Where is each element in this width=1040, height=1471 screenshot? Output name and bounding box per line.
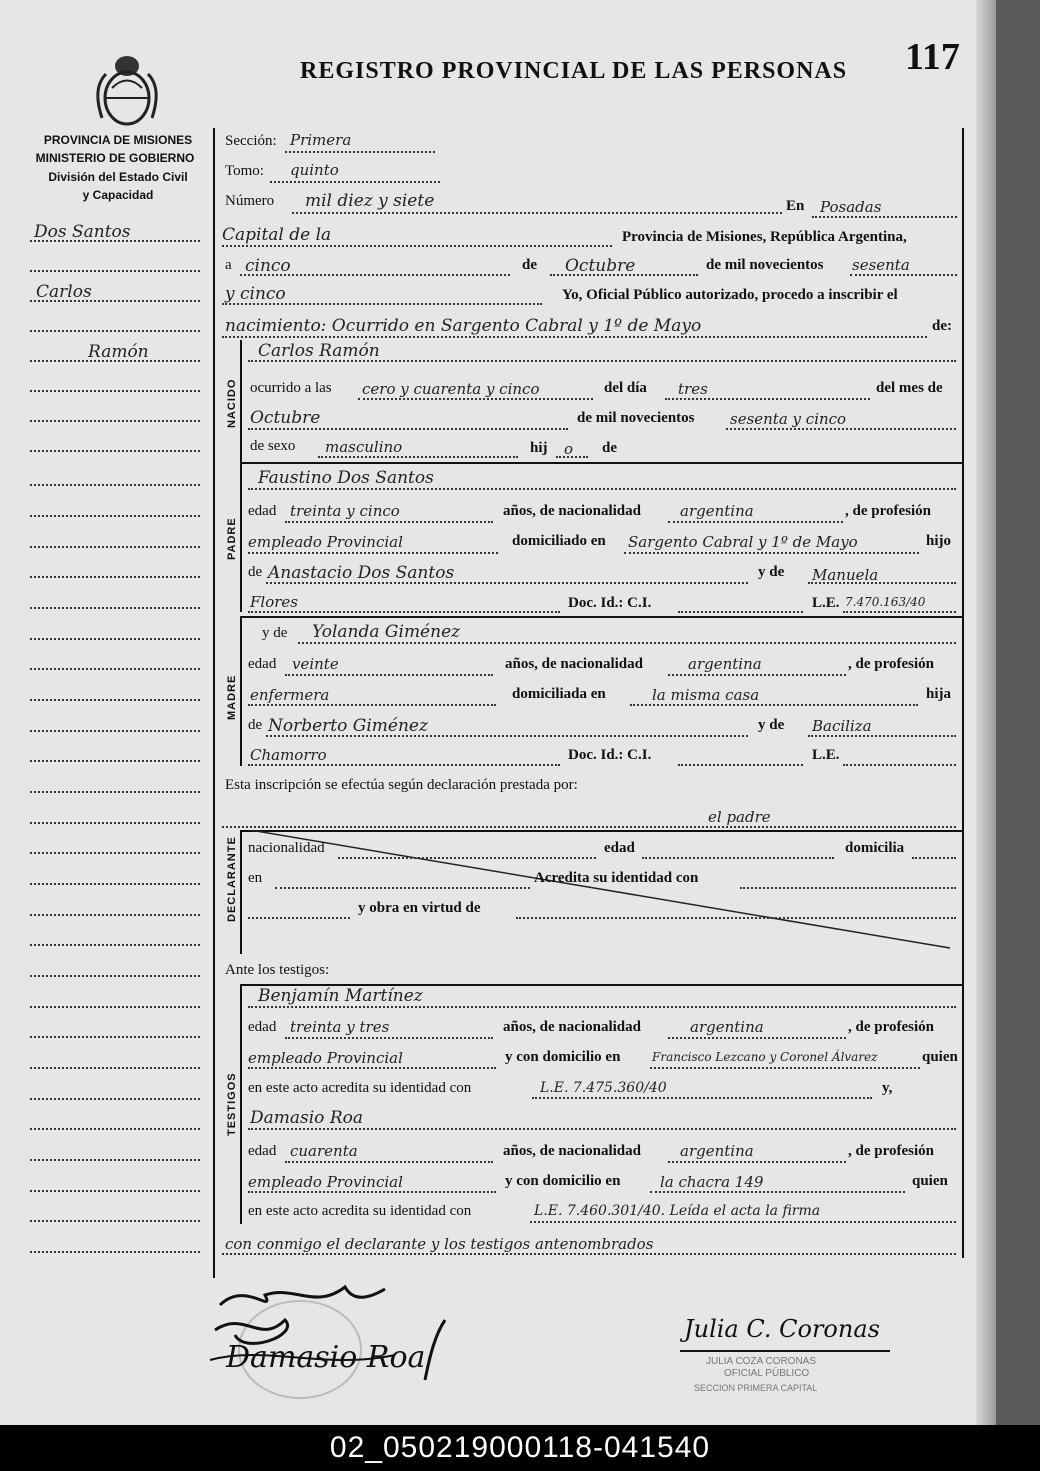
- dia-acta-value: cinco: [245, 256, 291, 276]
- t2-dom-line: [650, 1191, 905, 1193]
- testigos-side-label: TESTIGOS: [226, 1072, 238, 1136]
- cierre-line: [222, 1253, 956, 1255]
- margin-line: [30, 240, 200, 242]
- madre-nac-line: [668, 674, 846, 676]
- testigo2-domicilio-value: la chacra 149: [660, 1173, 764, 1191]
- madre-le-line: [843, 764, 956, 766]
- dia-line: [665, 398, 870, 400]
- anio-value: sesenta y cinco: [730, 410, 847, 428]
- testigo2-profesion-value: empleado Provincial: [248, 1173, 403, 1191]
- obra-line-2: [516, 917, 956, 919]
- en-line: [812, 216, 957, 218]
- margin-line: [30, 300, 200, 302]
- padre-domicilio-value: Sargento Cabral y 1º de Mayo: [628, 533, 858, 551]
- dia-value: tres: [678, 380, 708, 398]
- de-mil2-label: de mil novecientos: [577, 410, 695, 426]
- margin-line: [30, 1220, 200, 1222]
- acto-value: nacimiento: Ocurrido en Sargento Cabral y 1º de Mayo: [225, 316, 702, 336]
- decl-en-line: [275, 887, 530, 889]
- del-dia-label: del día: [604, 380, 647, 396]
- tomo-line: [270, 181, 440, 183]
- abuelo-paterno-line: [266, 582, 748, 584]
- testigo1-edad-value: treinta y tres: [290, 1018, 390, 1036]
- official-signature: Julia C. Coronas: [684, 1315, 880, 1343]
- image-code: 02_050219000118-041540: [0, 1425, 1040, 1471]
- abuela-materna-line: [808, 735, 956, 737]
- capital-line: [222, 245, 612, 247]
- a-label: a: [225, 257, 232, 273]
- abuela-materna-value: Baciliza: [812, 717, 872, 735]
- madre-prof-label: , de profesión: [848, 656, 934, 672]
- madre-ci-line: [678, 764, 803, 766]
- padre-prof-line: [248, 552, 498, 554]
- document-title: REGISTRO PROVINCIAL DE LAS PERSONAS: [300, 58, 848, 84]
- hora-line: [358, 398, 593, 400]
- abuela-paterna-line-2: [248, 611, 560, 613]
- de-mil-label: de mil novecientos: [706, 257, 824, 273]
- margin-line: [30, 515, 200, 517]
- de-label: de: [522, 257, 537, 273]
- margin-line: [30, 1067, 200, 1069]
- t2-domicilio-label: y con domicilio en: [505, 1173, 621, 1189]
- nacionalidad-label: nacionalidad: [248, 840, 325, 856]
- numero-line: [292, 212, 782, 214]
- hija-label: hija: [926, 686, 952, 702]
- margin-line: [30, 1251, 200, 1253]
- t2-edad-line: [285, 1161, 493, 1163]
- padre-edad-line: [285, 521, 493, 523]
- margin-second-name: Ramón: [88, 342, 149, 362]
- hij-label: hij: [530, 440, 548, 456]
- padre-nombre-value: Faustino Dos Santos: [258, 468, 434, 488]
- madre-edad-label: edad: [248, 656, 277, 672]
- margin-line: [30, 270, 200, 272]
- obra-label: y obra en virtud de: [358, 900, 481, 916]
- padre-nombre-line: [248, 488, 956, 490]
- margin-line: [30, 330, 200, 332]
- margin-line: [30, 975, 200, 977]
- margin-line: [30, 1128, 200, 1130]
- padre-doc-label: Doc. Id.: C.I.: [568, 595, 652, 611]
- t2-doc-line: [530, 1221, 956, 1223]
- padre-le-line: [843, 611, 956, 613]
- stamp-role: OFICIAL PÚBLICO: [724, 1368, 810, 1379]
- abuela-paterna-value: Manuela: [812, 566, 879, 584]
- madre-nombre-value: Yolanda Giménez: [312, 622, 461, 642]
- madre-y-de-label-2: y de: [758, 717, 785, 733]
- right-border: [962, 128, 964, 1258]
- margin-surname: Dos Santos: [34, 222, 131, 242]
- t2-nac-label: años, de nacionalidad: [503, 1143, 641, 1159]
- margin-line: [30, 822, 200, 824]
- margin-line: [30, 1006, 200, 1008]
- madre-doc-label: Doc. Id.: C.I.: [568, 747, 652, 763]
- testigo2-edad-value: cuarenta: [290, 1142, 358, 1160]
- testigo2-nacionalidad-value: argentina: [680, 1142, 754, 1160]
- province-heading: PROVINCIA DE MISIONES: [43, 133, 193, 147]
- t1-edad-line: [285, 1037, 493, 1039]
- nacido-divider: [240, 340, 242, 462]
- margin-line: [30, 699, 200, 701]
- anio-acta-line-2: [222, 303, 542, 305]
- testigo1-profesion-value: empleado Provincial: [248, 1049, 403, 1067]
- anio-acta-line: [850, 274, 957, 276]
- tomo-label: Tomo:: [225, 163, 264, 179]
- division-heading-2: y Capacidad: [82, 188, 154, 202]
- padre-edad-label: edad: [248, 503, 277, 519]
- margin-line: [30, 944, 200, 946]
- margin-line: [30, 760, 200, 762]
- book-edge: [996, 0, 1040, 1425]
- provincia-label: Provincia de Misiones, República Argentina,: [622, 229, 907, 245]
- anio-line: [726, 428, 956, 430]
- padre-edad-value: treinta y cinco: [290, 502, 400, 520]
- testigo1-nacionalidad-value: argentina: [690, 1018, 764, 1036]
- padre-label: PADRE: [226, 517, 238, 560]
- padre-le-label: L.E.: [812, 595, 840, 611]
- t1-nac-label: años, de nacionalidad: [503, 1019, 641, 1035]
- section-separator: [240, 462, 962, 464]
- del-mes-label: del mes de: [876, 380, 943, 396]
- coat-of-arms-icon: [82, 48, 172, 128]
- margin-line: [30, 607, 200, 609]
- padre-divider: [240, 462, 242, 612]
- domicilia-label: domicilia: [845, 840, 905, 856]
- mes-line: [248, 428, 568, 430]
- acredita-line: [740, 887, 956, 889]
- margin-line: [30, 1159, 200, 1161]
- abuelo-materno-value: Norberto Giménez: [268, 716, 428, 736]
- t1-domicilio-label: y con domicilio en: [505, 1049, 621, 1065]
- t2-quien-label: quien: [912, 1173, 948, 1189]
- mes-acta-value: Octubre: [565, 256, 636, 276]
- witness-signature: Damasio Roa: [226, 1340, 426, 1375]
- margin-line: [30, 1098, 200, 1100]
- padre-profesion-value: empleado Provincial: [248, 533, 403, 551]
- t1-acredita-label: en este acto acredita su identidad con: [248, 1080, 472, 1096]
- testigo2-nombre-line: [248, 1128, 956, 1130]
- cierre-value: con conmigo el declarante y los testigos antenombrados: [225, 1235, 654, 1253]
- margin-line: [30, 638, 200, 640]
- margin-divider: [213, 128, 215, 1278]
- testigos-divider: [240, 984, 242, 1224]
- domicilia-line: [912, 857, 956, 859]
- declarante-value: el padre: [708, 808, 771, 826]
- testigo2-documento-value: L.E. 7.460.301/40. Leída el acta la firma: [534, 1203, 821, 1219]
- sexo-label: de sexo: [250, 438, 296, 454]
- madre-divider: [240, 616, 242, 766]
- ocurrido-label: ocurrido a las: [250, 380, 332, 396]
- mes-value: Octubre: [250, 408, 321, 428]
- testigos-label: Ante los testigos:: [225, 962, 330, 978]
- seccion-line: [285, 151, 435, 153]
- hijo-label: hijo: [926, 533, 952, 549]
- margin-line: [30, 1036, 200, 1038]
- madre-domicilio-value: la misma casa: [652, 686, 760, 704]
- margin-line: [30, 420, 200, 422]
- madre-edad-value: veinte: [292, 655, 339, 673]
- obra-line-1: [248, 917, 350, 919]
- decl-edad-label: edad: [604, 840, 635, 856]
- t2-edad-label: edad: [248, 1143, 277, 1159]
- tomo-value: quinto: [290, 161, 339, 179]
- margin-line: [30, 852, 200, 854]
- margin-line: [30, 360, 200, 362]
- testigo1-nombre-line: [248, 1006, 956, 1008]
- acredita-label: Acredita su identidad con: [534, 870, 699, 886]
- padre-nac-line: [668, 521, 843, 523]
- anio-acta-value: sesenta: [852, 256, 910, 274]
- padre-le-value: 7.470.163/40: [845, 595, 926, 609]
- margin-first-name: Carlos: [36, 282, 92, 302]
- ministry-heading: MINISTERIO DE GOBIERNO: [35, 151, 195, 165]
- margin-line: [30, 576, 200, 578]
- madre-prof-line: [248, 704, 496, 706]
- hij-line: [556, 456, 588, 458]
- en-label: En: [786, 198, 805, 214]
- padre-dom-line: [624, 552, 919, 554]
- page-edge-shadow: [976, 0, 996, 1425]
- stamp-name: JULIA COZA CORONAS: [706, 1356, 817, 1367]
- official-signature-line: [680, 1350, 890, 1352]
- oficial-label: Yo, Oficial Público autorizado, procedo a inscribir el: [562, 287, 898, 303]
- abuelo-materno-line: [266, 735, 748, 737]
- madre-label: MADRE: [226, 674, 238, 720]
- t2-nac-line: [668, 1161, 846, 1163]
- dia-acta-line: [240, 274, 510, 276]
- sexo-value: masculino: [325, 438, 403, 456]
- acto-line: [222, 336, 927, 338]
- testigo1-nombre-value: Benjamín Martínez: [258, 986, 423, 1006]
- madre-profesion-value: enfermera: [250, 686, 330, 704]
- madre-dom-line: [630, 704, 918, 706]
- section-separator: [240, 616, 962, 618]
- t1-dom-line: [650, 1067, 920, 1069]
- t1-nac-line: [668, 1037, 846, 1039]
- margin-line: [30, 914, 200, 916]
- numero-value: mil diez y siete: [305, 191, 435, 211]
- t2-prof-label: , de profesión: [848, 1143, 934, 1159]
- mes-acta-line: [550, 274, 698, 276]
- padre-nacionalidad-value: argentina: [680, 502, 754, 520]
- y-de-label: y de: [758, 564, 785, 580]
- declarante-side-label: DECLARANTE: [226, 836, 238, 922]
- nacido-label: NACIDO: [226, 378, 238, 428]
- abuela-materna-line-2: [248, 764, 560, 766]
- t1-doc-line: [532, 1097, 872, 1099]
- capital-value: Capital de la: [222, 225, 332, 245]
- padre-de-label: de: [248, 564, 263, 580]
- folio-number: 117: [905, 36, 960, 78]
- abuelo-paterno-value: Anastacio Dos Santos: [268, 563, 455, 583]
- stamp-seccion: SECCION PRIMERA CAPITAL: [694, 1383, 818, 1393]
- margin-line: [30, 484, 200, 486]
- hij-value: o: [564, 440, 574, 458]
- t2-acredita-label: en este acto acredita su identidad con: [248, 1203, 472, 1219]
- seccion-label: Sección:: [225, 133, 277, 149]
- testigo2-nombre-value: Damasio Roa: [250, 1108, 363, 1128]
- t2-prof-line: [248, 1191, 496, 1193]
- madre-nacionalidad-value: argentina: [688, 655, 762, 673]
- nombre-line: [248, 360, 956, 362]
- margin-line: [30, 390, 200, 392]
- abuela-paterna-line: [808, 582, 956, 584]
- padre-ci-line: [678, 611, 803, 613]
- division-heading: División del Estado Civil: [48, 170, 188, 184]
- padre-nac-label: años, de nacionalidad: [503, 503, 641, 519]
- madre-nombre-line: [298, 642, 956, 644]
- domiciliado-label: domiciliado en: [512, 533, 606, 549]
- seccion-value: Primera: [290, 131, 352, 149]
- margin-line: [30, 450, 200, 452]
- y-label: y,: [882, 1080, 893, 1096]
- decl-edad-line: [642, 857, 834, 859]
- anio-acta-value-2: y cinco: [225, 284, 286, 304]
- hora-value: cero y cuarenta y cinco: [362, 380, 540, 398]
- t1-edad-label: edad: [248, 1019, 277, 1035]
- madre-le-label: L.E.: [812, 747, 840, 763]
- margin-line: [30, 883, 200, 885]
- margin-line: [30, 1190, 200, 1192]
- madre-de-label: de: [248, 717, 263, 733]
- t1-prof-label: , de profesión: [848, 1019, 934, 1035]
- nacionalidad-line: [338, 857, 596, 859]
- declaracion-label: Esta inscripción se efectúa según declaración prestada por:: [225, 777, 578, 793]
- margin-line: [30, 668, 200, 670]
- de2-label: de: [602, 440, 617, 456]
- margin-line: [30, 791, 200, 793]
- abuela-materna-value-2: Chamorro: [250, 746, 327, 764]
- madre-nac-label: años, de nacionalidad: [505, 656, 643, 672]
- de-colon-label: de:: [932, 318, 952, 334]
- t1-prof-line: [248, 1067, 496, 1069]
- margin-line: [30, 730, 200, 732]
- testigo1-domicilio-value: Francisco Lezcano y Coronel Álvarez: [652, 1050, 878, 1064]
- nombre-value: Carlos Ramón: [258, 341, 380, 361]
- declarante-line: [222, 826, 956, 828]
- margin-line: [30, 546, 200, 548]
- sexo-line: [318, 456, 518, 458]
- testigo1-documento-value: L.E. 7.475.360/40: [540, 1080, 667, 1096]
- decl-en-label: en: [248, 870, 263, 886]
- madre-edad-line: [285, 674, 493, 676]
- abuela-paterna-value-2: Flores: [250, 593, 298, 611]
- en-value: Posadas: [820, 198, 882, 216]
- padre-prof-label: , de profesión: [845, 503, 931, 519]
- numero-label: Número: [225, 193, 275, 209]
- domiciliada-label: domiciliada en: [512, 686, 606, 702]
- t1-quien-label: quien: [922, 1049, 958, 1065]
- madre-y-de-label: y de: [262, 625, 288, 641]
